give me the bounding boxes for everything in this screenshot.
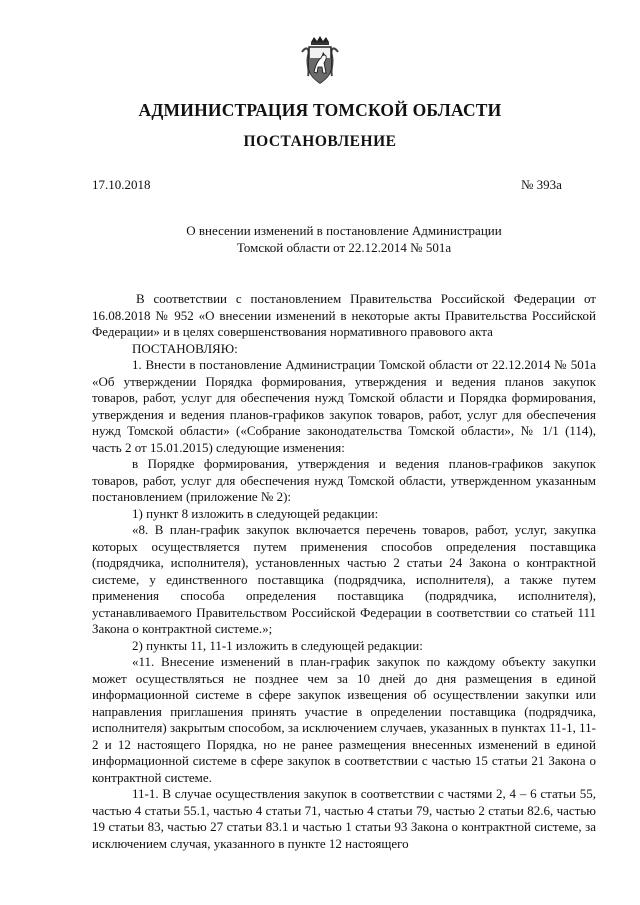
document-title-line: Томской области от 22.12.2014 № 501а	[236, 240, 452, 255]
body-paragraph: 1) пункт 8 изложить в следующей редакции:	[132, 505, 379, 521]
document-title-line: О внесении изменений в постановление Администрации	[186, 223, 502, 238]
body-paragraph: 11-1. В случае осуществления закупок в соответствии с частями 2, 4 – 6 статьи 55, частью 4 статьи 55.1, частью 4 статьи 71, частью 4 статьи 79, частью 2 статьи 82.6, частью 19 статьи 83, частью 27 статьи 83.1 и частью 1 статьи 93 Закона о контрактной системе, за исключением случая, указанного в пункте 12 настоящего	[92, 786, 596, 851]
document-date: 17.10.2018	[92, 177, 151, 192]
coat-of-arms-icon	[300, 36, 340, 86]
document-number: № 393а	[521, 177, 562, 192]
body-paragraph: 2) пункты 11, 11-1 изложить в следующей редакции:	[132, 637, 423, 653]
body-paragraph: «11. Внесение изменений в план-график закупок по каждому объекту закупки может осуществляться не позднее чем за 10 дней до дня размещения в единой информационной системе в сфере закупок извещения об осуществлении закупки или направления приглашения принять участие в определении поставщика (подрядчика, исполнителя) закрытым способом, за исключением случаев, указанных в пунктах 11-1, 11-2 и 12 настоящего Порядка, но не ранее размещения внесенных изменений в единой информационной системе в сфере закупок в соответствии с частью 15 статьи 21 Закона о контрактной системе.	[92, 654, 596, 785]
body-paragraph: «8. В план-график закупок включается перечень товаров, работ, услуг, закупка которых осуществляется путем применения способов определения поставщика (подрядчика, исполнителя), установленных частью 2 статьи 24 Закона о контрактной системе, у единственного поставщика (подрядчика, исполнителя), а также путем применения способа определения поставщика (подрядчика, исполнителя), устанавливаемого Правительством Российской Федерации в соответствии со статьей 111 Закона о контрактной системе.»;	[92, 522, 596, 636]
document-body	[92, 291, 596, 852]
document-type: ПОСТАНОВЛЕНИЕ	[243, 133, 397, 150]
body-paragraph: в Порядке формирования, утверждения и ведения планов-графиков закупок товаров, работ, услуг для обеспечения нужд Томской области, утвержденном указанным постановлением (приложение № 2):	[92, 456, 596, 504]
organization-name: АДМИНИСТРАЦИЯ ТОМСКОЙ ОБЛАСТИ	[138, 100, 502, 120]
body-paragraph: 1. Внести в постановление Администрации Томской области от 22.12.2014 № 501а «Об утверждении Порядка формирования, утверждения и ведения планов закупок товаров, работ, услуг для обеспечения нужд Томской области и Порядка формирования, утверждения и ведения планов-графиков закупок товаров, работ, услуг для обеспечения нужд Томской области» («Собрание законодательства Томской области», № 1/1 (114), часть 2 от 15.01.2015) следующие изменения:	[92, 357, 596, 455]
body-paragraph-resolve: ПОСТАНОВЛЯЮ:	[132, 340, 238, 356]
body-paragraph: В соответствии с постановлением Правительства Российской Федерации от 16.08.2018 № 952 «О внесении изменений в некоторые акты Правительства Российской Федерации» и в целях совершенствования нормативного правового акта	[92, 291, 596, 339]
document-title	[92, 222, 596, 256]
